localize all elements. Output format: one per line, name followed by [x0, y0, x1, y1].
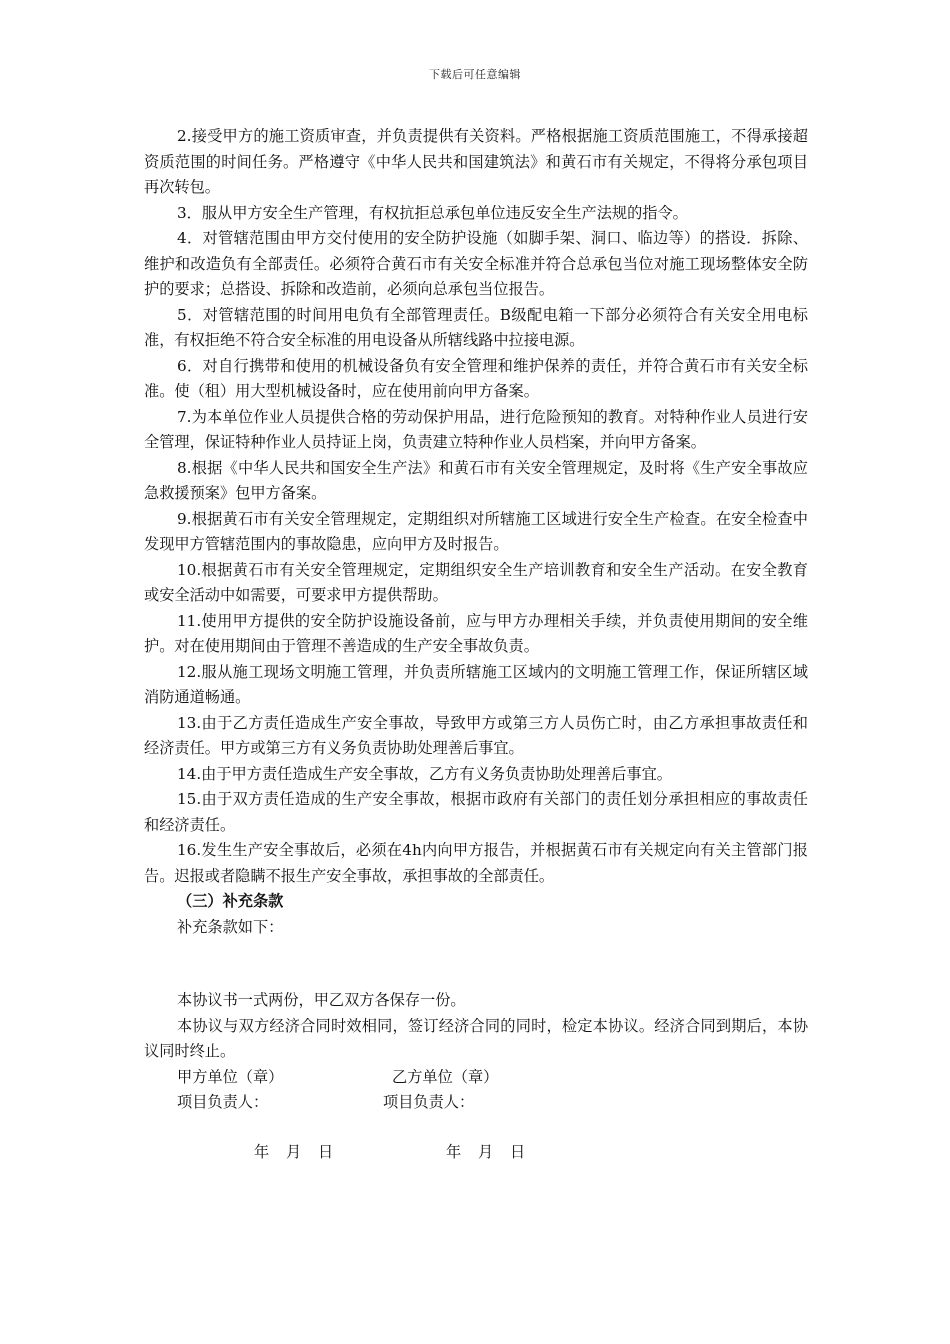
clause-8: 8.根据《中华人民共和国安全生产法》和黄石市有关安全管理规定，及时将《生产安全事故应急救援预案》包甲方备案。 [144, 458, 808, 502]
party-b-date: 年 月 日 [446, 1142, 532, 1161]
clause-7: 7.为本单位作业人员提供合格的劳动保护用品，进行危险预知的教育。对特种作业人员进行安全管理，保证特种作业人员持证上岗，负责建立特种作业人员档案，并向甲方备案。 [144, 407, 808, 451]
clause-13: 13.由于乙方责任造成生产安全事故，导致甲方或第三方人员伤亡时，由乙方承担事故责任和经济责任。甲方或第三方有义务负责协助处理善后事宜。 [144, 713, 808, 757]
closing-copies: 本协议书一式两份，甲乙双方各保存一份。 [177, 991, 466, 1009]
clause-9: 9.根据黄石市有关安全管理规定，定期组织对所辖施工区域进行安全生产检查。在安全检查中发现甲方管辖范围内的事故隐患，应向甲方及时报告。 [144, 509, 808, 553]
signature-unit-row [144, 1065, 808, 1091]
blank-space [144, 940, 808, 988]
clause-5: 5．对管辖范围的时间用电负有全部管理责任。B级配电箱一下部分必须符合有关安全用电标准，有权拒绝不符合安全标准的用电设备从所辖线路中拉接电源。 [144, 305, 808, 349]
party-b-unit-label: 乙方单位（章） [392, 1067, 499, 1086]
clause-6: 6．对自行携带和使用的机械设备负有安全管理和维护保养的责任，并符合黄石市有关安全标准。使（租）用大型机械设备时，应在使用前向甲方备案。 [144, 356, 808, 400]
clause-15: 15.由于双方责任造成的生产安全事故，根据市政府有关部门的责任划分承担相应的事故责任和经济责任。 [144, 790, 808, 834]
party-a-date: 年 月 日 [254, 1142, 340, 1161]
party-a-unit-label: 甲方单位（章） [177, 1067, 284, 1086]
clause-3: 3．服从甲方安全生产管理，有权抗拒总承包单位违反安全生产法规的指令。 [177, 203, 688, 222]
party-a-lead-label: 项目负责人： [177, 1093, 269, 1111]
signature-lead-row [144, 1090, 808, 1116]
clause-11: 11.使用甲方提供的安全防护设施设备前，应与甲方办理相关手续，并负责使用期间的安全维护。对在使用期间由于管理不善造成的生产安全事故负责。 [144, 611, 808, 655]
clause-16: 16.发生生产安全事故后，必须在4h内向甲方报告，并根据黄石市有关规定向有关主管部门报告。迟报或者隐瞒不报生产安全事故，承担事故的全部责任。 [144, 841, 808, 885]
clause-4: 4．对管辖范围由甲方交付使用的安全防护设施（如脚手架、洞口、临边等）的搭设．拆除、维护和改造负有全部责任。必须符合黄石市有关安全标准并符合总承包当位对施工现场整体安全防护的要求；总搭设、拆除和改造前，必须向总承包当位报告。 [144, 229, 808, 298]
document-body [144, 124, 808, 1165]
party-b-lead-label: 项目负责人： [383, 1093, 475, 1111]
signature-date-row [144, 1140, 808, 1166]
clause-2: 2.接受甲方的施工资质审查，并负责提供有关资料。严格根据施工资质范围施工，不得承接超资质范围的时间任务。严格遵守《中华人民共和国建筑法》和黄石市有关规定，不得将分承包项目再次转包。 [144, 127, 808, 196]
closing-validity: 本协议与双方经济合同时效相同，签订经济合同的同时，检定本协议。经济合同到期后，本协议同时终止。 [144, 1016, 808, 1060]
clause-12: 12.服从施工现场文明施工管理，并负责所辖施工区域内的文明施工管理工作，保证所辖区域消防通道畅通。 [144, 662, 808, 706]
supplement-intro: 补充条款如下： [177, 917, 284, 936]
supplement-heading: （三）补充条款 [177, 892, 284, 910]
page-header: 下载后可任意编辑 [429, 68, 521, 81]
clause-10: 10.根据黄石市有关安全管理规定，定期组织安全生产培训教育和安全生产活动。在安全教育或安全活动中如需要，可要求甲方提供帮助。 [144, 560, 808, 604]
clause-14: 14.由于甲方责任造成生产安全事故，乙方有义务负责协助处理善后事宜。 [177, 764, 672, 783]
